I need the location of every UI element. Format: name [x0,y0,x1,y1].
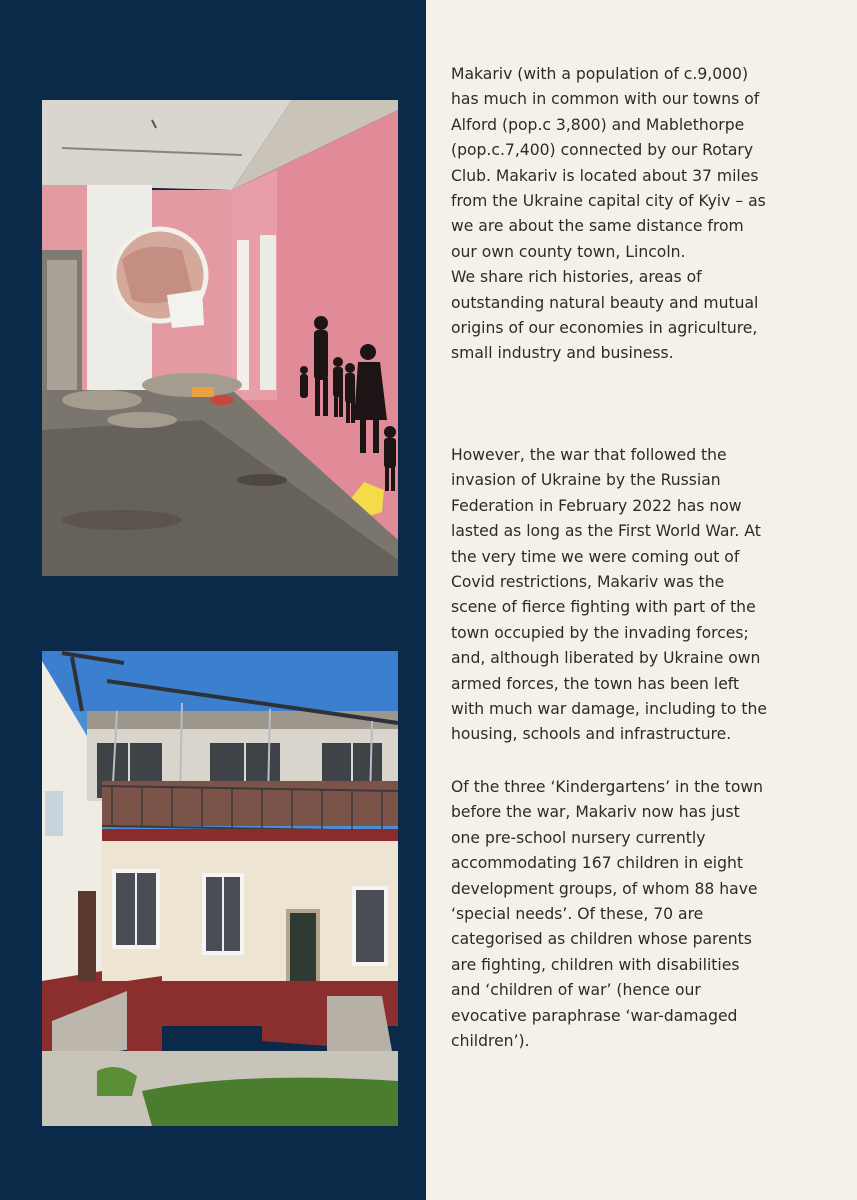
damaged-building-illustration [42,651,398,1126]
damaged-interior-photo [42,100,398,576]
war-impact-paragraph: However, the war that followed the invasion of Ukraine by the Russian Federation in February 2022 has now lasted as long as the First World War. At the very time we were coming out of Covid restrictions, Makariv was the scene of fierce fighting with part of the town occupied by the invading forces; and, although liberated by Ukraine own armed forces, the town has been left with much war damage, including to the housing, schools and infrastructure. [451,446,767,744]
damaged-interior-illustration [42,100,398,576]
intro-paragraph: Makariv (with a population of c.9,000) has much in common with our towns of Alford (pop.c 3,800) and Mablethorpe (pop.c.7,400) connected by our Rotary Club. Makariv is located about 37 miles from the Ukraine capital city of Kyiv – as we are about the same distance from our own county town, Lincoln. We share rich histories, areas of outstanding natural beauty and mutual origins of our economies in agriculture, small industry and business. [451,65,766,363]
damaged-building-photo [42,651,398,1126]
kindergartens-paragraph: Of the three ‘Kindergartens’ in the town before the war, Makariv now has just one pre-school nursery currently accommodating 167 children in eight development groups, of whom 88 have ‘special needs’. Of these, 70 are categorised as children whose parents are fighting, children with disabilities and ‘children of war’ (hence our evocative paraphrase ‘war-damaged children’). [451,778,764,1051]
